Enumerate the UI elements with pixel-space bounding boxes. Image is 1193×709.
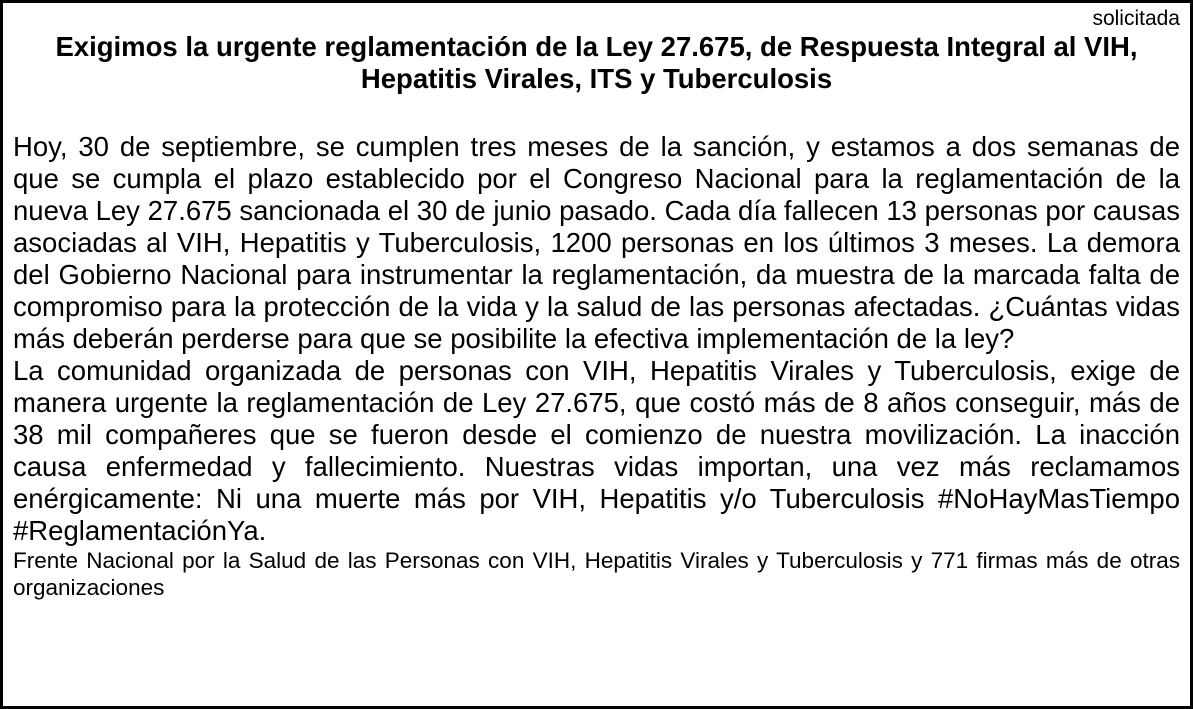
body-paragraph-2: La comunidad organizada de personas con VIH, Hepatitis Virales y Tuberculosis, exige de manera urgente la reglamentación de Ley 27.675, que costó más de 8 años conseguir, más de 38 mil compañeres que se fueron desde el comienzo de nuestra movilización. La inacción causa enfermedad y fallecimiento. Nuestras vidas importan, una vez más reclamamos enérgicamente: Ni una muerte más por VIH, Hepatitis y/o Tuberculosis #NoHayMasTiempo #ReglamentaciónYa. bbox=[13, 355, 1180, 546]
ad-title: Exigimos la urgente reglamentación de la Ley 27.675, de Respuesta Integral al VIH, Hepatitis Virales, ITS y Tuberculosis bbox=[55, 31, 1138, 94]
ad-body bbox=[13, 131, 1180, 547]
section-tag: solicitada bbox=[1092, 7, 1180, 30]
signature: Frente Nacional por la Salud de las Personas con VIH, Hepatitis Virales y Tuberculosis y 771 firmas más de otras organizaciones bbox=[13, 548, 1180, 600]
body-paragraph-1: Hoy, 30 de septiembre, se cumplen tres meses de la sanción, y estamos a dos semanas de que se cumpla el plazo establecido por el Congreso Nacional para la reglamentación de la nueva Ley 27.675 sancionada el 30 de junio pasado. Cada día fallecen 13 personas por causas asociadas al VIH, Hepatitis y Tuberculosis, 1200 personas en los últimos 3 meses. La demora del Gobierno Nacional para instrumentar la reglamentación, da muestra de la marcada falta de compromiso para la protección de la vida y la salud de las personas afectadas. ¿Cuántas vidas más deberán perderse para que se posibilite la efectiva implementación de la ley? bbox=[13, 131, 1180, 354]
